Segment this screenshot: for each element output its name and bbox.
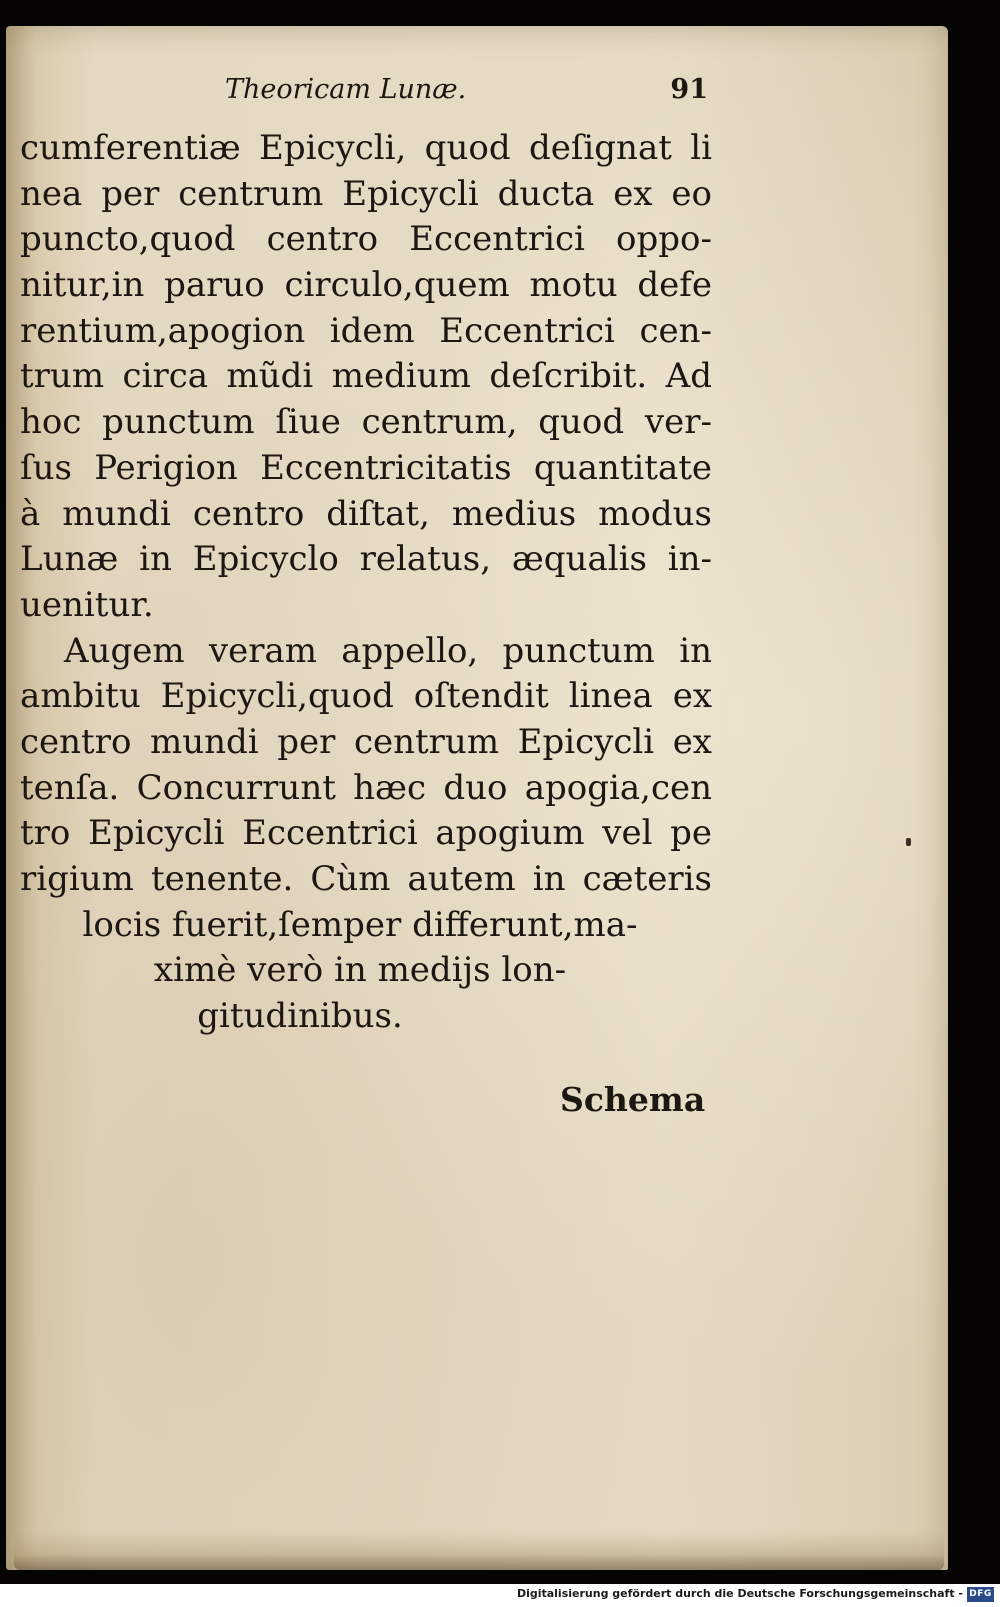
text-line: hoc punctum ſiue centrum, quod ver-	[20, 402, 712, 443]
text-line: Lunæ in Epicyclo relatus, æqualis in-	[20, 539, 712, 580]
text-line: tenſa. Concurrunt hæc duo apogia,cen	[20, 767, 712, 808]
text-line: ſus Perigion Eccentricitatis quantitate	[20, 447, 712, 488]
text-line: Augem veram appello, punctum in	[64, 630, 712, 671]
margin-ink-mark	[906, 838, 911, 846]
text-line: tro Epicycli Eccentrici apogium vel pe	[20, 813, 712, 854]
text-line: rigium tenente. Cùm autem in cæteris	[20, 859, 712, 899]
text-line: ambitu Epicycli,quod oſtendit linea ex	[20, 676, 712, 717]
text-line-taper: locis fuerit,ſemper differunt,ma-	[82, 904, 638, 945]
running-head: Theoricam Lunæ.	[225, 74, 467, 105]
main-text	[20, 126, 712, 1040]
page-header	[20, 72, 710, 112]
catchword: Schema	[560, 1080, 706, 1119]
text-line: trum circa mũdi medium deſcribit. Ad	[20, 356, 712, 397]
text-line: puncto,quod centro Eccentrici oppo-	[20, 219, 712, 260]
text-line: rentium,apogion idem Eccentrici cen-	[20, 310, 712, 351]
credit-text: Digitalisierung gefördert durch die Deutsche Forschungsgemeinschaft -	[516, 1587, 963, 1600]
text-line-taper: ximè verò in medijs lon-	[153, 950, 567, 991]
text-line: nea per centrum Epicycli ducta ex eo	[20, 173, 712, 214]
text-line: uenitur.	[20, 584, 154, 625]
dfg-logo: DFG	[967, 1587, 994, 1602]
text-line-taper: gitudinibus.	[197, 996, 403, 1037]
text-line: nitur,in paruo circulo,quem motu defe	[20, 265, 712, 306]
text-line: à mundi centro diſtat, medius modus	[20, 493, 712, 534]
page-bottom-edge	[14, 1530, 944, 1570]
text-line: cumferentiæ Epicycli, quod deſignat li	[20, 128, 712, 168]
page-number: 91	[670, 74, 708, 105]
digitization-credit-bar	[0, 1584, 1000, 1607]
text-line: centro mundi per centrum Epicycli ex	[20, 721, 712, 762]
